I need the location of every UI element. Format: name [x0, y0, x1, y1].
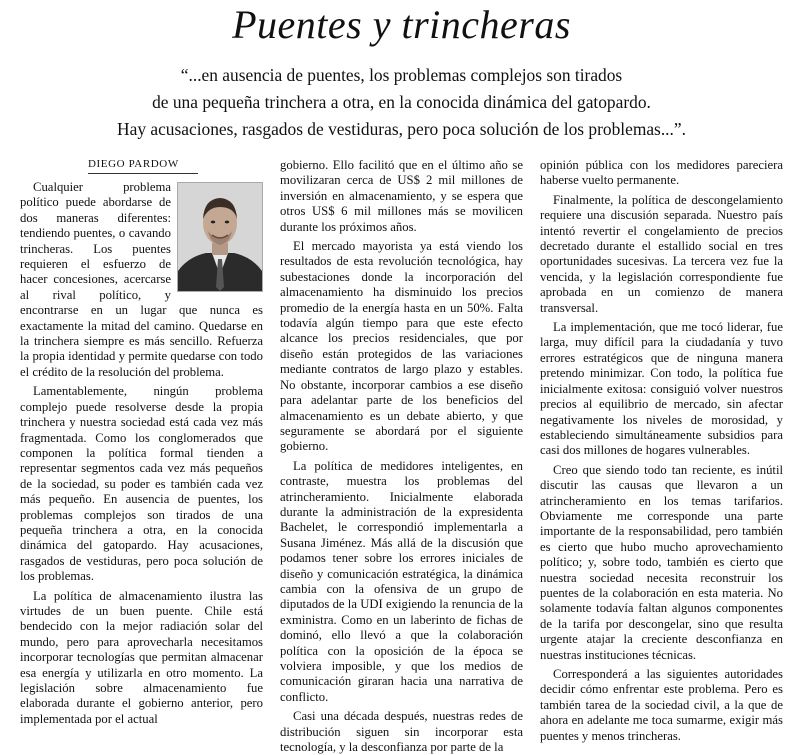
article-column-1 [20, 158, 263, 741]
pull-quote-line: de una pequeña trinchera a otra, en la conocida dinámica del gatopardo. [152, 92, 651, 112]
paragraph: La política de almacenamiento ilustra las virtudes de un buen puente. Chile está bendecido con la mejor radiación solar del mundo, pero para aprovecharla necesitamos incorporar tecnologías que permitan almacenar esa energía y utilizarla en otro momento. La legislación sobre almacenamiento fue elaborada durante el gobierno anterior, pero implementada por el actual [20, 588, 263, 726]
paragraph: opinión pública con los medidores pareciera haberse vuelto permanente. [540, 158, 783, 188]
paragraph: Corresponderá a las siguientes autoridades decidir cómo enfrentar este problema. Pero es también tarea de la sociedad civil, a la que de ahora en adelante me toca sumarme, exigir más puentes y menos trincheras. [540, 667, 783, 743]
paragraph: Casi una década después, nuestras redes de distribución siguen sin incorporar esta tecnología, y la desconfianza por parte de la [280, 709, 523, 755]
paragraph: Creo que siendo todo tan reciente, es inútil discutir las causas que llevaron a un atrincheramiento en los temas tarifarios. Obviamente me corresponde una parte importante de la responsabilidad, pero también es cierto que hubo mucho aprovechamiento político; y, sobre todo, también es cierto que nuestra sociedad necesita reconstruir los puentes de la colaboración en esta materia. No solamente todavía faltan algunos componentes de la tarifa por descongelar, sino que resulta urgente atajar la creciente desconfianza en nuestras instituciones técnicas. [540, 462, 783, 662]
article-column-3 [540, 158, 783, 741]
paragraph: La implementación, que me tocó liderar, fue larga, muy difícil para la ciudadanía y tuvo errores estratégicos que de ninguna manera pretendo minimizar. Con todo, la política fue inicialmente exitosa: consiguió volver nuestros precios al equilibrio de mercado, sin afectar negativamente los niveles de morosidad, y estableciendo simultáneamente subsidios para casi dos millones de hogares vulnerables. [540, 320, 783, 458]
paragraph: La política de medidores inteligentes, en contraste, muestra los problemas del atrincheramiento. Inicialmente elaborada durante la administración de la expresidenta Bachelet, le correspondió implementarla a Susana Jiménez. Más allá de la discusión que podamos tener sobre los errores iniciales de diseño y comunicación estratégica, la dinámica cambia con la ofensiva de un grupo de diputados de la UDI exigiendo la renuncia de la exministra. Como en un laberinto de fichas de dominó, ello llevó a que la colaboración política con la oposición de la época se volviera imposible, y que los medios de comunicación giraran hacia una narrativa de conflicto. [280, 458, 523, 704]
byline: DIEGO PARDOW [88, 158, 198, 174]
pull-quote [30, 62, 773, 143]
paragraph: Cualquier problema político puede abordarse de dos maneras diferentes: tendiendo puentes, o cavando trincheras. Los puentes requieren el esfuerzo de hacer concesiones, acercarse al rival político, y encontrarse en un lugar que nunca es exactamente la mitad del camino. Quedarse en la trinchera siempre es más sencillo. Refuerza la propia identidad y permite quedarse con todo el crédito de la resolución del problema. [20, 180, 263, 379]
author-portrait [177, 182, 263, 292]
paragraph: Lamentablemente, ningún problema complejo puede resolverse desde la propia trinchera y nuestra sociedad está cada vez más fragmentada. Como los conglomerados que componen la política formal tienden a representar segmentos cada vez más pequeños de la sociedad, su poder es también cada vez más pequeño. En ausencia de puentes, los problemas complejos son tirados de una pequeña trinchera a otra, en la conocida dinámica del gatopardo. Hay acusaciones, rasgados de vestiduras, pero poca solución de los problemas. [20, 384, 263, 584]
article-column-2 [280, 158, 523, 755]
article-title: Puentes y trincheras [232, 2, 571, 47]
paragraph: gobierno. Ello facilitó que en el último año se movilizaran cerca de US$ 2 mil millones de inversión en almacenamiento, y se espera que otros US$ 6 mil millones más se movilicen durante los próximos años. [280, 158, 523, 234]
paragraph: El mercado mayorista ya está viendo los resultados de esta revolución tecnológica, hay subestaciones donde la incorporación del almacenamiento ha disminuido los precios promedio de la energía hasta en un 50%. Falta todavía algún tiempo para que este efecto alcance los precios residenciales, que por diseño están protegidos de las variaciones mediante contratos de largo plazo y estables. No obstante, incorporar cambios a ese diseño para adelantar parte de los beneficios del almacenamiento es un debate abierto, y que seguramente se abordará por el siguiente gobierno. [280, 239, 523, 454]
paragraph: Finalmente, la política de descongelamiento requiere una discusión separada. Nuestro país intentó revertir el congelamiento de precios decretado durante el estallido social en tres oportunidades sucesivas. La tercera vez fue la vencida, y la legislación correspondiente fue aprobada en un comienzo de manera transversal. [540, 192, 783, 315]
pull-quote-line: “...en ausencia de puentes, los problemas complejos son tirados [180, 65, 623, 85]
pull-quote-line: Hay acusaciones, rasgados de vestiduras, pero poca solución de los problemas...”. [117, 119, 686, 139]
